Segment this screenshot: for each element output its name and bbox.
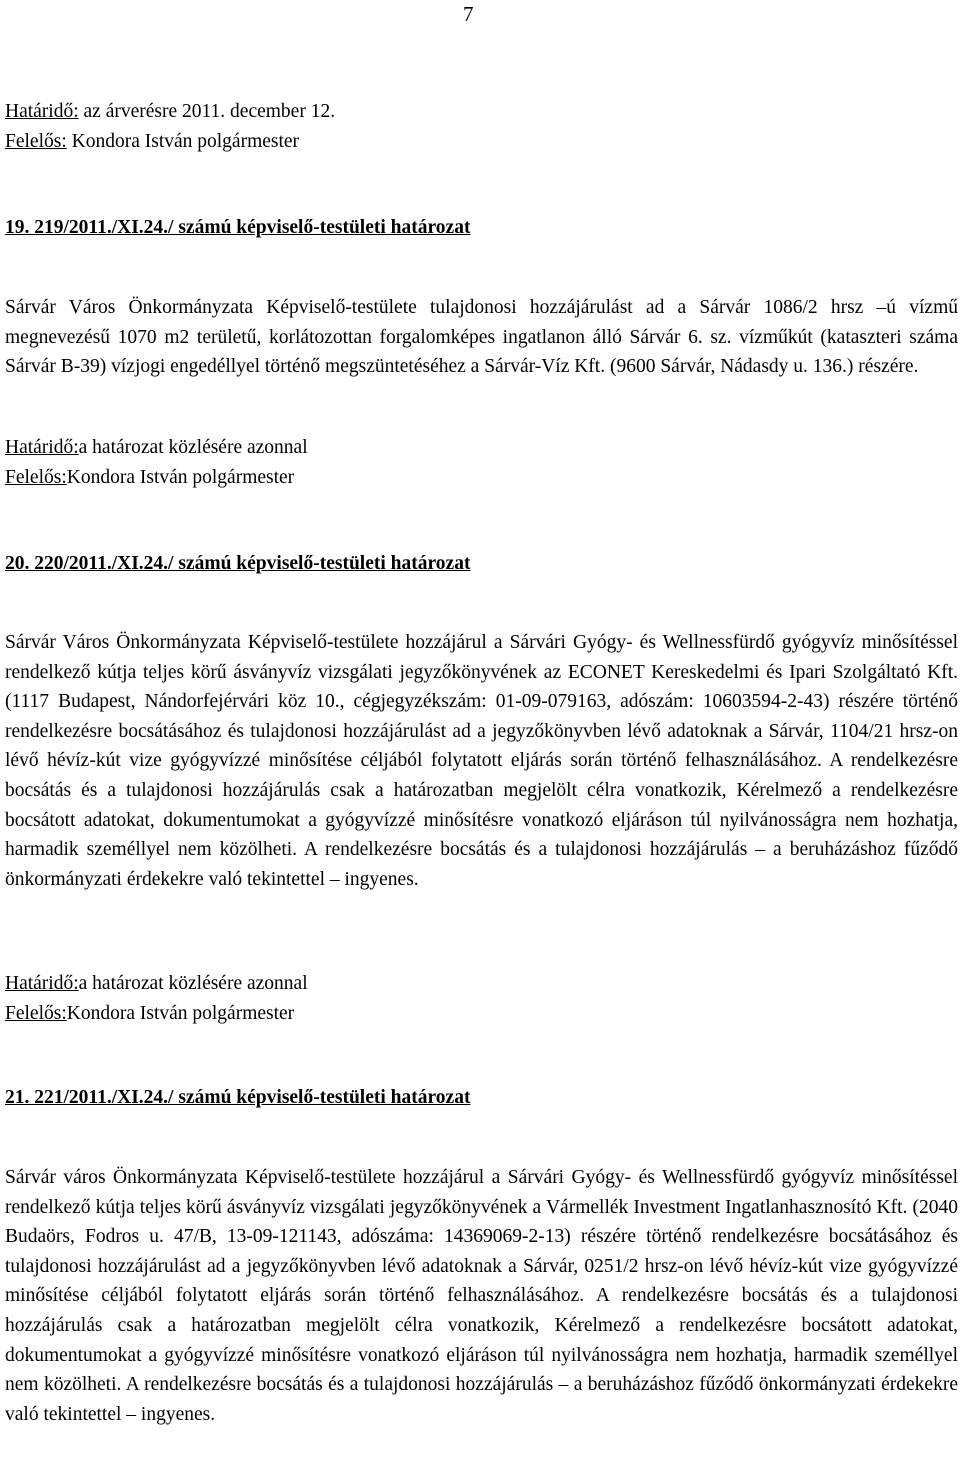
responsible-line <box>5 463 958 493</box>
responsible-line <box>5 127 958 157</box>
responsible-text: Kondora István polgármester <box>66 130 300 152</box>
responsible-line <box>5 999 958 1029</box>
deadline-label: Határidő: <box>5 101 79 122</box>
responsible-label: Felelős: <box>5 1002 67 1024</box>
responsible-text: Kondora István polgármester <box>66 466 295 488</box>
responsible-text: Kondora István polgármester <box>66 1002 295 1024</box>
page-number: 7 <box>463 2 474 26</box>
resolution-20-body: Sárvár Város Önkormányzata Képviselő-testülete hozzájárul a Sárvári Gyógy- és Wellnessfürdő gyógyvíz minősítéssel rendelkező kútja teljes körű ásványvíz vizsgálati jegyzőkönyvének az ECONET Kereskedelmi és Ipari Szolgáltató Kft. (1117 Budapest, Nándorfejérvári köz 10., cégjegyzékszám: 01-09-079163, adószám: 10603594-2-43) részére történő rendelkezésre bocsátásához és tulajdonosi hozzájárulást ad a jegyzőkönyvben lévő adatoknak a Sárvár, 1104/21 hrsz-on lévő hévíz-kút vize gyógyvízzé minősítése céljából folytatott eljárás során történő felhasználásához. A rendelkezésre bocsátás és a tulajdonosi hozzájárulás csak a határozatban megjelölt célra vonatkozik, Kérelmező a rendelkezésre bocsátott adatokat, dokumentumokat a gyógyvízzé minősítésre vonatkozó eljáráson túl nyilvánosságra nem hozhatja, harmadik személlyel nem közölheti. A rendelkezésre bocsátás és a tulajdonosi hozzájárulás – a beruházáshoz fűződő önkormányzati érdekekre való tekintettel – ingyenes. <box>5 632 958 890</box>
deadline-line <box>5 969 958 999</box>
top-deadline-block <box>5 97 958 156</box>
responsible-label: Felelős: <box>5 130 67 152</box>
deadline-line <box>5 433 958 463</box>
resolution-21-body: Sárvár város Önkormányzata Képviselő-testülete hozzájárul a Sárvári Gyógy- és Wellnessfürdő gyógyvíz minősítéssel rendelkező kútja teljes körű ásványvíz vizsgálati jegyzőkönyvének a Vármellék Investment Ingatlanhasznosító Kft. (2040 Budaörs, Fodros u. 47/B, 13-09-121143, adószáma: 14369069-2-13) részére történő rendelkezésre bocsátásához és tulajdonosi hozzájárulást ad a jegyzőkönyvben lévő adatoknak a Sárvár, 0251/2 hrsz-on lévő hévíz-kút vize gyógyvízzé minősítése céljából folytatott eljárás során történő felhasználásához. A rendelkezésre bocsátás és a tulajdonosi hozzájárulás csak a határozatban megjelölt célra vonatkozik, Kérelmező a rendelkezésre bocsátott adatokat, dokumentumokat a gyógyvízzé minősítésre vonatkozó eljáráson túl nyilvánosságra nem hozhatja, harmadik személlyel nem közölheti. A rendelkezésre bocsátás és a tulajdonosi hozzájárulás – a beruházáshoz fűződő önkormányzati érdekekre való tekintettel – ingyenes. <box>5 1167 958 1425</box>
resolution-21-title: 21. 221/2011./XI.24./ számú képviselő-testületi határozat <box>5 1087 471 1108</box>
resolution-20-title: 20. 220/2011./XI.24./ számú képviselő-testületi határozat <box>5 553 471 574</box>
deadline-text: a határozat közlésére azonnal <box>78 437 308 458</box>
resolution-19-deadline-block <box>5 433 958 492</box>
deadline-label: Határidő: <box>5 437 79 458</box>
deadline-text: a határozat közlésére azonnal <box>78 973 308 994</box>
resolution-19-body: Sárvár Város Önkormányzata Képviselő-testülete tulajdonosi hozzájárulást ad a Sárvár 1086/2 hrsz –ú vízmű megnevezésű 1070 m2 területű, korlátozottan forgalomképes ingatlanon álló Sárvár 6. sz. vízműkút (kataszteri száma Sárvár B-39) vízjogi engedéllyel történő megszüntetéséhez a Sárvár-Víz Kft. (9600 Sárvár, Nádasdy u. 136.) részére. <box>5 297 958 378</box>
resolution-20-deadline-block <box>5 969 958 1028</box>
deadline-line <box>5 97 958 127</box>
deadline-text: az árverésre 2011. december 12. <box>78 101 336 122</box>
deadline-label: Határidő: <box>5 973 79 994</box>
resolution-19-title: 19. 219/2011./XI.24./ számú képviselő-testületi határozat <box>5 217 471 238</box>
responsible-label: Felelős: <box>5 466 67 488</box>
